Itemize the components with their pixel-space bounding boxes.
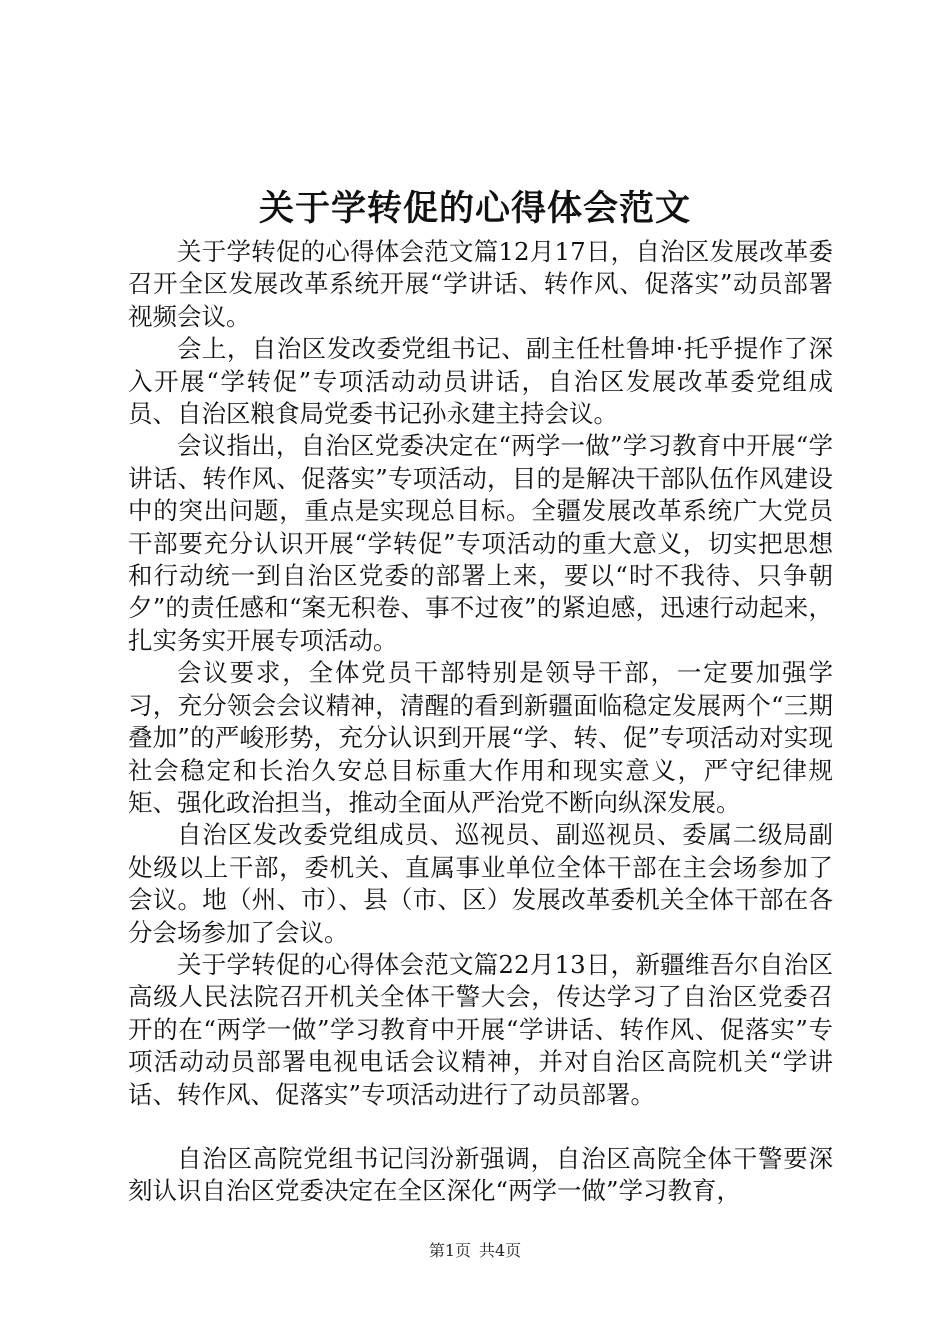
paragraph-7: 自治区高院党组书记闫汾新强调，自治区高院全体干警要深刻认识自治区党委决定在全区深化“两学一做”学习教育，: [128, 1143, 833, 1206]
page-total: 共4页: [479, 1241, 522, 1260]
paragraph-6: 关于学转促的心得体会范文篇22月13日，新疆维吾尔自治区高级人民法院召开机关全体干警大会，传达学习了自治区党委召开的在“两学一做”学习教育中开展“学讲话、转作风、促落实”专项活动动员部署电视电话会议精神，并对自治区高院机关“学讲话、转作风、促落实”专项活动进行了动员部署。: [128, 949, 833, 1109]
paragraph-2: 会上，自治区发改委党组书记、副主任杜鲁坤·托乎提作了深入开展“学转促”专项活动动员讲话，自治区发展改革委党组成员、自治区粮食局党委书记孙永建主持会议。: [128, 334, 833, 429]
page-footer: [0, 1240, 950, 1262]
document-body: [128, 236, 833, 1208]
document-title: 关于学转促的心得体会范文: [258, 188, 691, 229]
paragraph-4: 会议要求，全体党员干部特别是领导干部，一定要加强学习，充分领会会议精神，清醒的看到新疆面临稳定发展两个“三期叠加”的严峻形势，充分认识到开展“学、转、促”专项活动对实现社会稳定和长治久安总目标重大作用和现实意义，严守纪律规矩、强化政治担当，推动全面从严治党不断向纵深发展。: [128, 658, 833, 817]
page-number: 第1页: [428, 1241, 471, 1260]
paragraph-1: 关于学转促的心得体会范文篇12月17日，自治区发展改革委召开全区发展改革系统开展“学讲话、转作风、促落实”动员部署视频会议。: [128, 237, 833, 331]
paragraph-3: 会议指出，自治区党委决定在“两学一做”学习教育中开展“学讲话、转作风、促落实”专项活动，目的是解决干部队伍作风建设中的突出问题，重点是实现总目标。全疆发展改革系统广大党员干部要充分认识开展“学转促”专项活动的重大意义，切实把思想和行动统一到自治区党委的部署上来，要以“时不我待、只争朝夕”的责任感和“案无积卷、事不过夜”的紧迫感，迅速行动起来，扎实务实开展专项活动。: [128, 431, 833, 655]
paragraph-5: 自治区发改委党组成员、巡视员、副巡视员、委属二级局副处级以上干部，委机关、直属事业单位全体干部在主会场参加了会议。地（州、市）、县（市、区）发展改革委机关全体干部在各分会场参加了会议。: [128, 820, 833, 947]
